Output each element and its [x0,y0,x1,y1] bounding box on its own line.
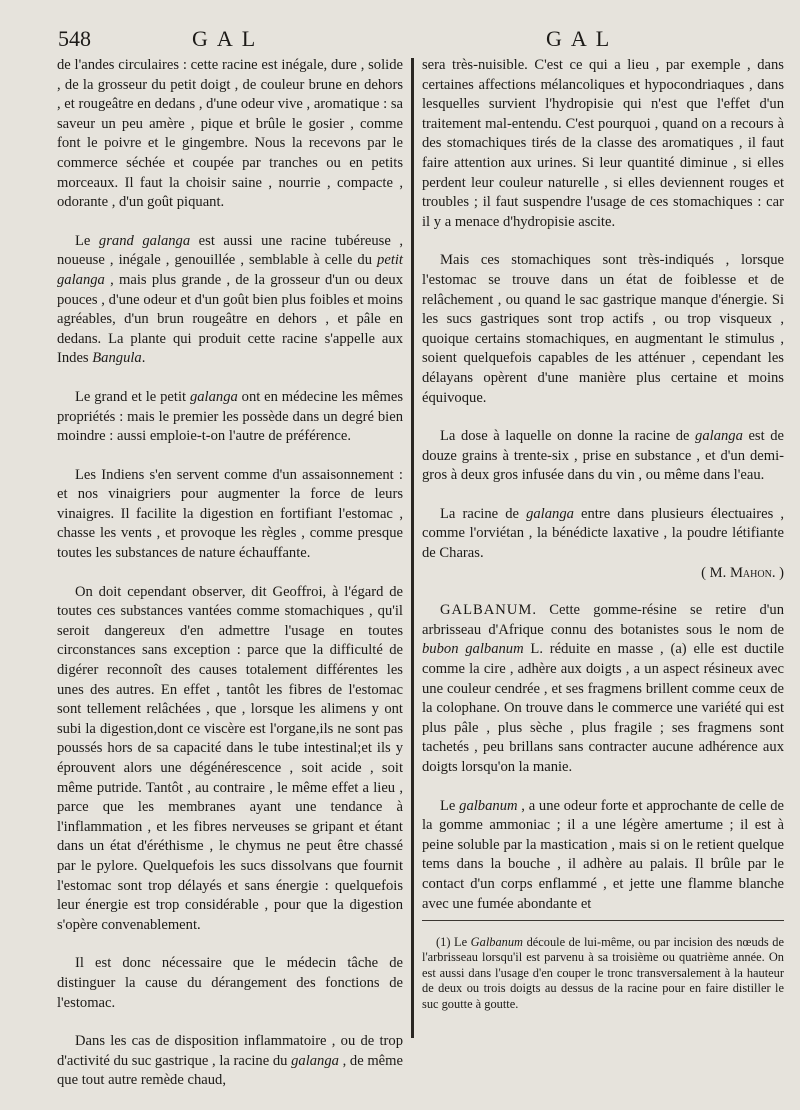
text-run: Le [440,797,460,814]
column-divider [411,58,414,1038]
footnote-divider [422,920,784,921]
text-run: Dans les cas de disposition inflammatoire , ou de trop d'activité du suc gastrique , la racine du [57,1033,403,1069]
text-run: (1) Le [436,935,471,949]
text-run: sera très-nuisible. C'est ce qui a lieu , par exemple , dans certaines affections mélancoliques et hypocondriaques , dans lesquelles survient l'hydropisie qui n'est que l'effet d'un traitement mal-entendu. C'est pourquoi , quand on a recours à des stomachiques tirés de la classe des aromatiques , il faut faire attention aux urines. Si leur quantité diminue , si elles perdent leur couleur naturelle , si elles deviennent rouges et troubles ; il faut suspendre l'usage de ces stomachiques : car il y a menace d'hydropisie ascite. [422,57,784,230]
text-run: La racine de [440,505,527,522]
paragraph [57,232,403,369]
text-run: . [141,350,146,367]
left-column [57,56,403,1110]
right-column [422,56,784,933]
paragraph [57,583,403,936]
italic-run: galanga [291,1052,339,1069]
text-run: Mahon [729,564,772,581]
text-run: . Cette gomme-résine se retire d'un arbrisseau d'Afrique connu des botanistes sous le nom de [422,602,784,638]
paragraph [57,388,403,447]
text-run: Mais ces stomachiques sont très-indiqués , lorsque l'estomac se trouve dans un état de foiblesse et de relâchement , ou quand le sac gastrique manque d'énergie. Si les sucs gastriques sont trop actifs , ou trop visqueux , quoique certains stomachiques, en augmentant le stimulus , soient quelquefois capables de les atténuer , cependant les délayans opèrent d'une manière plus certaine et moins équivoque. [422,252,784,406]
text-run: GALBANUM [440,602,533,619]
text-run: ( M. [701,564,730,581]
footnote-text [422,935,784,1012]
text-run: , a une odeur forte et approchante de celle de la gomme ammoniac ; il a une légère amertume ; il est à peine soluble par la mastication , mais si on le retient quelque tems dans la bouche , il adhère au palais. Il brûle par le contact d'un corps enflammé , et jette une flamme blanche avec une fumée abondante et [422,797,784,912]
author-signature [422,564,784,584]
running-header [0,24,800,54]
paragraph [422,601,784,777]
text-run: découle de lui-même, ou par incision des nœuds de l'arbrisseau lorsqu'il est parvenu à sa troisième ou quatrième année. On est aussi dans l'usage d'en couper le tronc transversalement à la hauteur de deux ou trois doigts au dessus de la racine pour en faire distiller le suc goutte à goutte. [422,935,784,1011]
paragraph [422,251,784,408]
page-number: 548 [58,26,91,51]
paragraph [57,1032,403,1091]
italic-run: grand galanga [98,232,191,249]
paragraph [57,466,403,564]
italic-run: galanga [695,428,743,445]
text-run: , mais plus grande , de la grosseur d'un ou deux pouces , d'une odeur et d'un goût bien plus foibles et moins agréables, d'un brun rougeâtre en dehors , et pâle en dedans. La plante qui produit cette racine s'appelle aux Indes [57,271,403,367]
footnote [422,935,784,1012]
text-run: entre dans plusieurs électuaires , comme l'orviétan , la bénédicte laxative , la poudre létifiante de Charas. [422,505,784,562]
text-run: . ) [771,564,784,581]
italic-run: Bangula [92,350,142,367]
italic-run: Galbanum [470,935,523,949]
italic-run: galanga [526,505,574,522]
text-run: est aussi une racine tubéreuse , noueuse , inégale , genouillée , semblable à celle du [57,232,403,269]
text-run: ont en médecine les mêmes propriétés : mais le premier les possède dans un degré bien moindre : aussi emploie-t-on l'autre de préférence. [57,388,403,445]
paragraph [422,505,784,564]
italic-run: bubon galbanum [422,641,524,658]
running-head-right: GAL [546,26,619,51]
text-run: On doit cependant observer, dit Geoffroi, à l'égard de toutes ces substances vantées comme stomachiques , qu'il seroit dangereux d'en admettre l'usage en toutes circonstances sans exception : parce que la difficulté de digérer reconnoît des causes totalement différentes les unes des autres. En effet , tantôt les fibres de l'estomac sont tellement relâchées , que , lorsque les alimens y ont subi la digestion,dont ce viscère est l'organe,ils ne sont pas poussés hors de sa capacité dans le tube intestinal;et ils y éprouvent alors une dégénérescence , soit acide , soit même putride. Tantôt , au contraire , le même effet a lieu , parce que les membranes ayant une tendance à l'inflammation , et les fibres nerveuses se gripant et étant dans un état d'éréthisme , le chymus ne peut être chassé par le pylore. Quelquefois les sucs dissolvans que fournit l'estomac sont trop délayés et sans énergie : quelquefois leur énergie est trop considérable , pour que la digestion s'opère convenablement. [57,583,403,933]
italic-run: galbanum [459,797,518,814]
italic-run: galanga [189,388,238,405]
text-run: de l'andes circulaires : cette racine est inégale, dure , solide , de la grosseur du petit doigt , de couleur brune en dehors , et rougeâtre en dedans , d'une odeur vive , aromatique : sa saveur un peu amère , pique et brûle le gosier , comme font le poivre et le gingembre. Nous la recevons par le commerce séchée et coupée par tranches ou en petits morceaux. Il faut la choisir saine , nourrie , compacte , odorante , d'un goût piquant. [57,57,403,211]
paragraph [57,56,403,213]
text-run: L. réduite en masse , (a) elle est ductile comme la cire , adhère aux doigts , a un aspect résineux avec une couleur cendrée , et ses fragmens brillent comme ceux de la colophane. On trouve dans le commerce une variété qui est plus pâle , plus sèche , plus fragile ; ses fragmens sont tachetés , peu brillans sans contracter aucune adhérence aux doigts lorsqu'on la manie. [422,641,784,775]
text-run: La dose à laquelle on donne la racine de [440,428,696,445]
paragraph [422,427,784,486]
paragraph [422,56,784,232]
text-run: , de même que tout autre remède chaud, [57,1052,403,1089]
running-head-left: GAL [192,26,265,51]
text-run: Les Indiens s'en servent comme d'un assaisonnement : et nos vinaigriers pour augmenter la force de leurs vinaigres. Il facilite la digestion en fortifiant l'estomac , chasse les vents , et provoque les règles , comme presque toutes les substances de nature échauffante. [57,466,403,562]
text-run: Le grand et le petit [75,388,190,405]
text-run: Il est donc nécessaire que le médecin tâche de distinguer la cause du dérangement des fonctions de l'estomac. [57,955,403,1011]
paragraph [57,954,403,1013]
italic-run: petit galanga [57,252,403,288]
paragraph [422,797,784,915]
text-run: Le [75,232,99,249]
text-run: est de douze grains à trente-six , prise en substance , et d'un demi-gros à deux gros infusée dans du vin , ou même dans l'eau. [422,428,784,484]
